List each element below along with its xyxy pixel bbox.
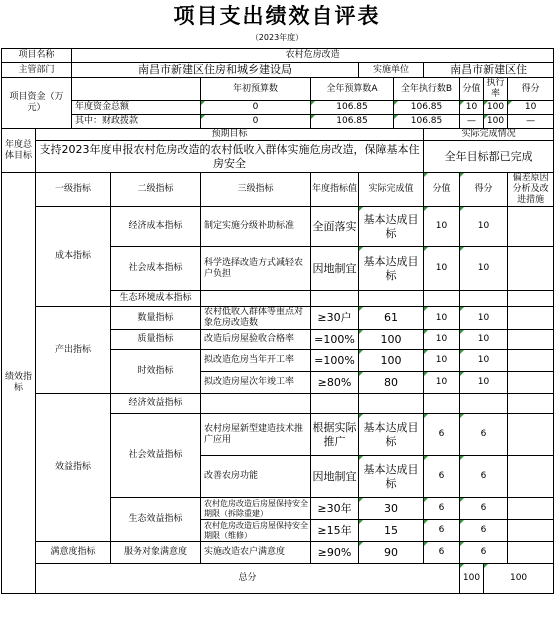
- perf-target: =100%: [311, 330, 359, 350]
- perf-got: 10: [460, 350, 508, 372]
- perf-actual: 基本达成目标: [359, 207, 424, 247]
- funds-row-full-budget: 106.85: [311, 101, 394, 115]
- perf-l3: 农村低收入群体等重点对象危房改造数: [201, 307, 311, 330]
- funds-row: [2, 115, 554, 129]
- goals-label: 年度总体目标: [2, 129, 36, 173]
- funds-col-rate: 执行率: [484, 78, 508, 101]
- perf-col-reason: 偏差原因分析及改进措施: [508, 173, 554, 207]
- perf-got: 10: [460, 372, 508, 394]
- goals-expected: 支持2023年度申报农村危房改造的农村低收入群体实施危房改造，保障基本住房安全: [36, 141, 424, 173]
- table-row: [2, 207, 554, 247]
- perf-score: 10: [424, 207, 460, 247]
- perf-reason: [508, 330, 554, 350]
- perf-l3: 实施改造农户满意度: [201, 542, 311, 564]
- dept-row: [2, 63, 554, 78]
- perf-reason: [508, 372, 554, 394]
- perf-l3: 农村危房改造后房屋保持安全期限（拆除重建）: [201, 498, 311, 520]
- goals-header-row: [2, 129, 554, 141]
- funds-row-initial: 0: [201, 115, 311, 129]
- perf-col-target: 年度指标值: [311, 173, 359, 207]
- perf-actual: 61: [359, 307, 424, 330]
- perf-l1: 产出指标: [36, 307, 111, 394]
- perf-actual: 100: [359, 350, 424, 372]
- perf-actual: 30: [359, 498, 424, 520]
- perf-score: [424, 291, 460, 307]
- funds-row-got: 10: [508, 101, 554, 115]
- perf-got: 6: [460, 542, 508, 564]
- total-score: 100: [460, 564, 484, 594]
- perf-target: ≥90%: [311, 542, 359, 564]
- table-row: [2, 542, 554, 564]
- perf-col-score: 分值: [424, 173, 460, 207]
- perf-reason: [508, 520, 554, 542]
- funds-row-full-exec: 106.85: [394, 101, 460, 115]
- funds-col-full-exec: 全年执行数B: [394, 78, 460, 101]
- perf-l3: 制定实施分级补助标准: [201, 207, 311, 247]
- perf-target: [311, 291, 359, 307]
- perf-target: ≥80%: [311, 372, 359, 394]
- perf-score: 10: [424, 247, 460, 291]
- perf-score: 10: [424, 372, 460, 394]
- perf-got: 6: [460, 456, 508, 498]
- perf-target: =100%: [311, 350, 359, 372]
- perf-actual: 80: [359, 372, 424, 394]
- perf-l1: 成本指标: [36, 207, 111, 307]
- perf-target: ≥15年: [311, 520, 359, 542]
- perf-score: 6: [424, 456, 460, 498]
- funds-row-score: —: [460, 115, 484, 129]
- funds-blank: [72, 78, 201, 101]
- perf-reason: [508, 350, 554, 372]
- perf-got: 10: [460, 330, 508, 350]
- table-row: [2, 394, 554, 414]
- perf-l2: 质量指标: [111, 330, 201, 350]
- total-got: 100: [484, 564, 554, 594]
- dept-value: 南昌市新建区住房和城乡建设局: [72, 63, 359, 78]
- perf-got: [460, 394, 508, 414]
- funds-col-full-budget: 全年预算数A: [311, 78, 394, 101]
- perf-l3: 农村危房改造后房屋保持安全期限（维修）: [201, 520, 311, 542]
- funds-col-initial: 年初预算数: [201, 78, 311, 101]
- perf-score: [424, 394, 460, 414]
- perf-actual: 15: [359, 520, 424, 542]
- perf-l3: 改造后房屋验收合格率: [201, 330, 311, 350]
- perf-score: 6: [424, 414, 460, 456]
- funds-label: 项目资金（万元）: [2, 78, 72, 129]
- perf-target: 根据实际推广: [311, 414, 359, 456]
- perf-col-l3: 三级指标: [201, 173, 311, 207]
- perf-got: 6: [460, 520, 508, 542]
- perf-col-got: 得分: [460, 173, 508, 207]
- perf-l2: 经济成本指标: [111, 207, 201, 247]
- funds-row-rate: 100: [484, 101, 508, 115]
- funds-row-initial: 0: [201, 101, 311, 115]
- perf-target: 全面落实: [311, 207, 359, 247]
- perf-l2: 社会成本指标: [111, 247, 201, 291]
- goals-row: [2, 141, 554, 173]
- perf-l1: 满意度指标: [36, 542, 111, 564]
- perf-reason: [508, 307, 554, 330]
- perf-target: 因地制宜: [311, 247, 359, 291]
- project-name-value: 农村危房改造: [72, 49, 554, 63]
- document-title: 项目支出绩效自评表: [173, 4, 381, 28]
- evaluation-table: [1, 48, 554, 594]
- total-row: [2, 564, 554, 594]
- perf-actual: 90: [359, 542, 424, 564]
- perf-l3: 拟改造危房当年开工率: [201, 350, 311, 372]
- perf-l2: 数量指标: [111, 307, 201, 330]
- perf-actual: 基本达成目标: [359, 456, 424, 498]
- perf-score: 6: [424, 520, 460, 542]
- perf-reason: [508, 291, 554, 307]
- perf-got: [460, 291, 508, 307]
- funds-row-name: 其中：财政拨款: [72, 115, 201, 129]
- perf-l2: 生态效益指标: [111, 498, 201, 542]
- funds-row-rate: 100: [484, 115, 508, 129]
- perf-header-row: [2, 173, 554, 207]
- document-year: （2023年度）: [250, 33, 304, 42]
- perf-side-label: 绩效指标: [2, 173, 36, 594]
- perf-l2: 生态环境成本指标: [111, 291, 201, 307]
- perf-reason: [508, 542, 554, 564]
- perf-l3: [201, 291, 311, 307]
- perf-actual: 基本达成目标: [359, 247, 424, 291]
- table-row: [2, 307, 554, 330]
- project-name-label: 项目名称: [2, 49, 72, 63]
- perf-got: 10: [460, 247, 508, 291]
- perf-reason: [508, 207, 554, 247]
- perf-l3: [201, 394, 311, 414]
- perf-got: 10: [460, 207, 508, 247]
- perf-actual: 基本达成目标: [359, 414, 424, 456]
- perf-col-l1: 一级指标: [36, 173, 111, 207]
- perf-got: 6: [460, 414, 508, 456]
- funds-header-row: [2, 78, 554, 101]
- perf-reason: [508, 414, 554, 456]
- funds-col-score: 分值: [460, 78, 484, 101]
- perf-target: ≥30户: [311, 307, 359, 330]
- perf-actual: [359, 291, 424, 307]
- perf-score: 6: [424, 542, 460, 564]
- project-name-row: [2, 49, 554, 63]
- perf-reason: [508, 394, 554, 414]
- funds-row-name: 年度资金总额: [72, 101, 201, 115]
- impl-value: 南昌市新建区住: [424, 63, 554, 78]
- impl-label: 实施单位: [359, 63, 424, 78]
- perf-score: 10: [424, 307, 460, 330]
- funds-row: [2, 101, 554, 115]
- funds-row-score: 10: [460, 101, 484, 115]
- total-label: 总分: [36, 564, 460, 594]
- goals-actual-label: 实际完成情况: [424, 129, 554, 141]
- perf-l3: 拟改造房屋次年竣工率: [201, 372, 311, 394]
- perf-l3: 改善农房功能: [201, 456, 311, 498]
- perf-got: 6: [460, 498, 508, 520]
- funds-col-got: 得分: [508, 78, 554, 101]
- perf-l3: 农村房屋新型建造技术推广应用: [201, 414, 311, 456]
- perf-l3: 科学选择改造方式减轻农户负担: [201, 247, 311, 291]
- perf-l1: 效益指标: [36, 394, 111, 542]
- perf-col-actual: 实际完成值: [359, 173, 424, 207]
- perf-l2: 时效指标: [111, 350, 201, 394]
- perf-target: [311, 394, 359, 414]
- perf-reason: [508, 247, 554, 291]
- goals-actual: 全年目标都已完成: [424, 141, 554, 173]
- perf-got: 10: [460, 307, 508, 330]
- perf-reason: [508, 456, 554, 498]
- funds-row-got: —: [508, 115, 554, 129]
- perf-target: ≥30年: [311, 498, 359, 520]
- perf-score: 10: [424, 350, 460, 372]
- perf-l2: 经济效益指标: [111, 394, 201, 414]
- perf-col-l2: 二级指标: [111, 173, 201, 207]
- perf-l2: 社会效益指标: [111, 414, 201, 498]
- perf-score: 6: [424, 498, 460, 520]
- funds-row-full-budget: 106.85: [311, 115, 394, 129]
- dept-label: 主管部门: [2, 63, 72, 78]
- perf-l2: 服务对象满意度: [111, 542, 201, 564]
- funds-row-full-exec: 106.85: [394, 115, 460, 129]
- perf-actual: 100: [359, 330, 424, 350]
- perf-actual: [359, 394, 424, 414]
- perf-reason: [508, 498, 554, 520]
- perf-target: 因地制宜: [311, 456, 359, 498]
- goals-expected-label: 预期目标: [36, 129, 424, 141]
- perf-score: 10: [424, 330, 460, 350]
